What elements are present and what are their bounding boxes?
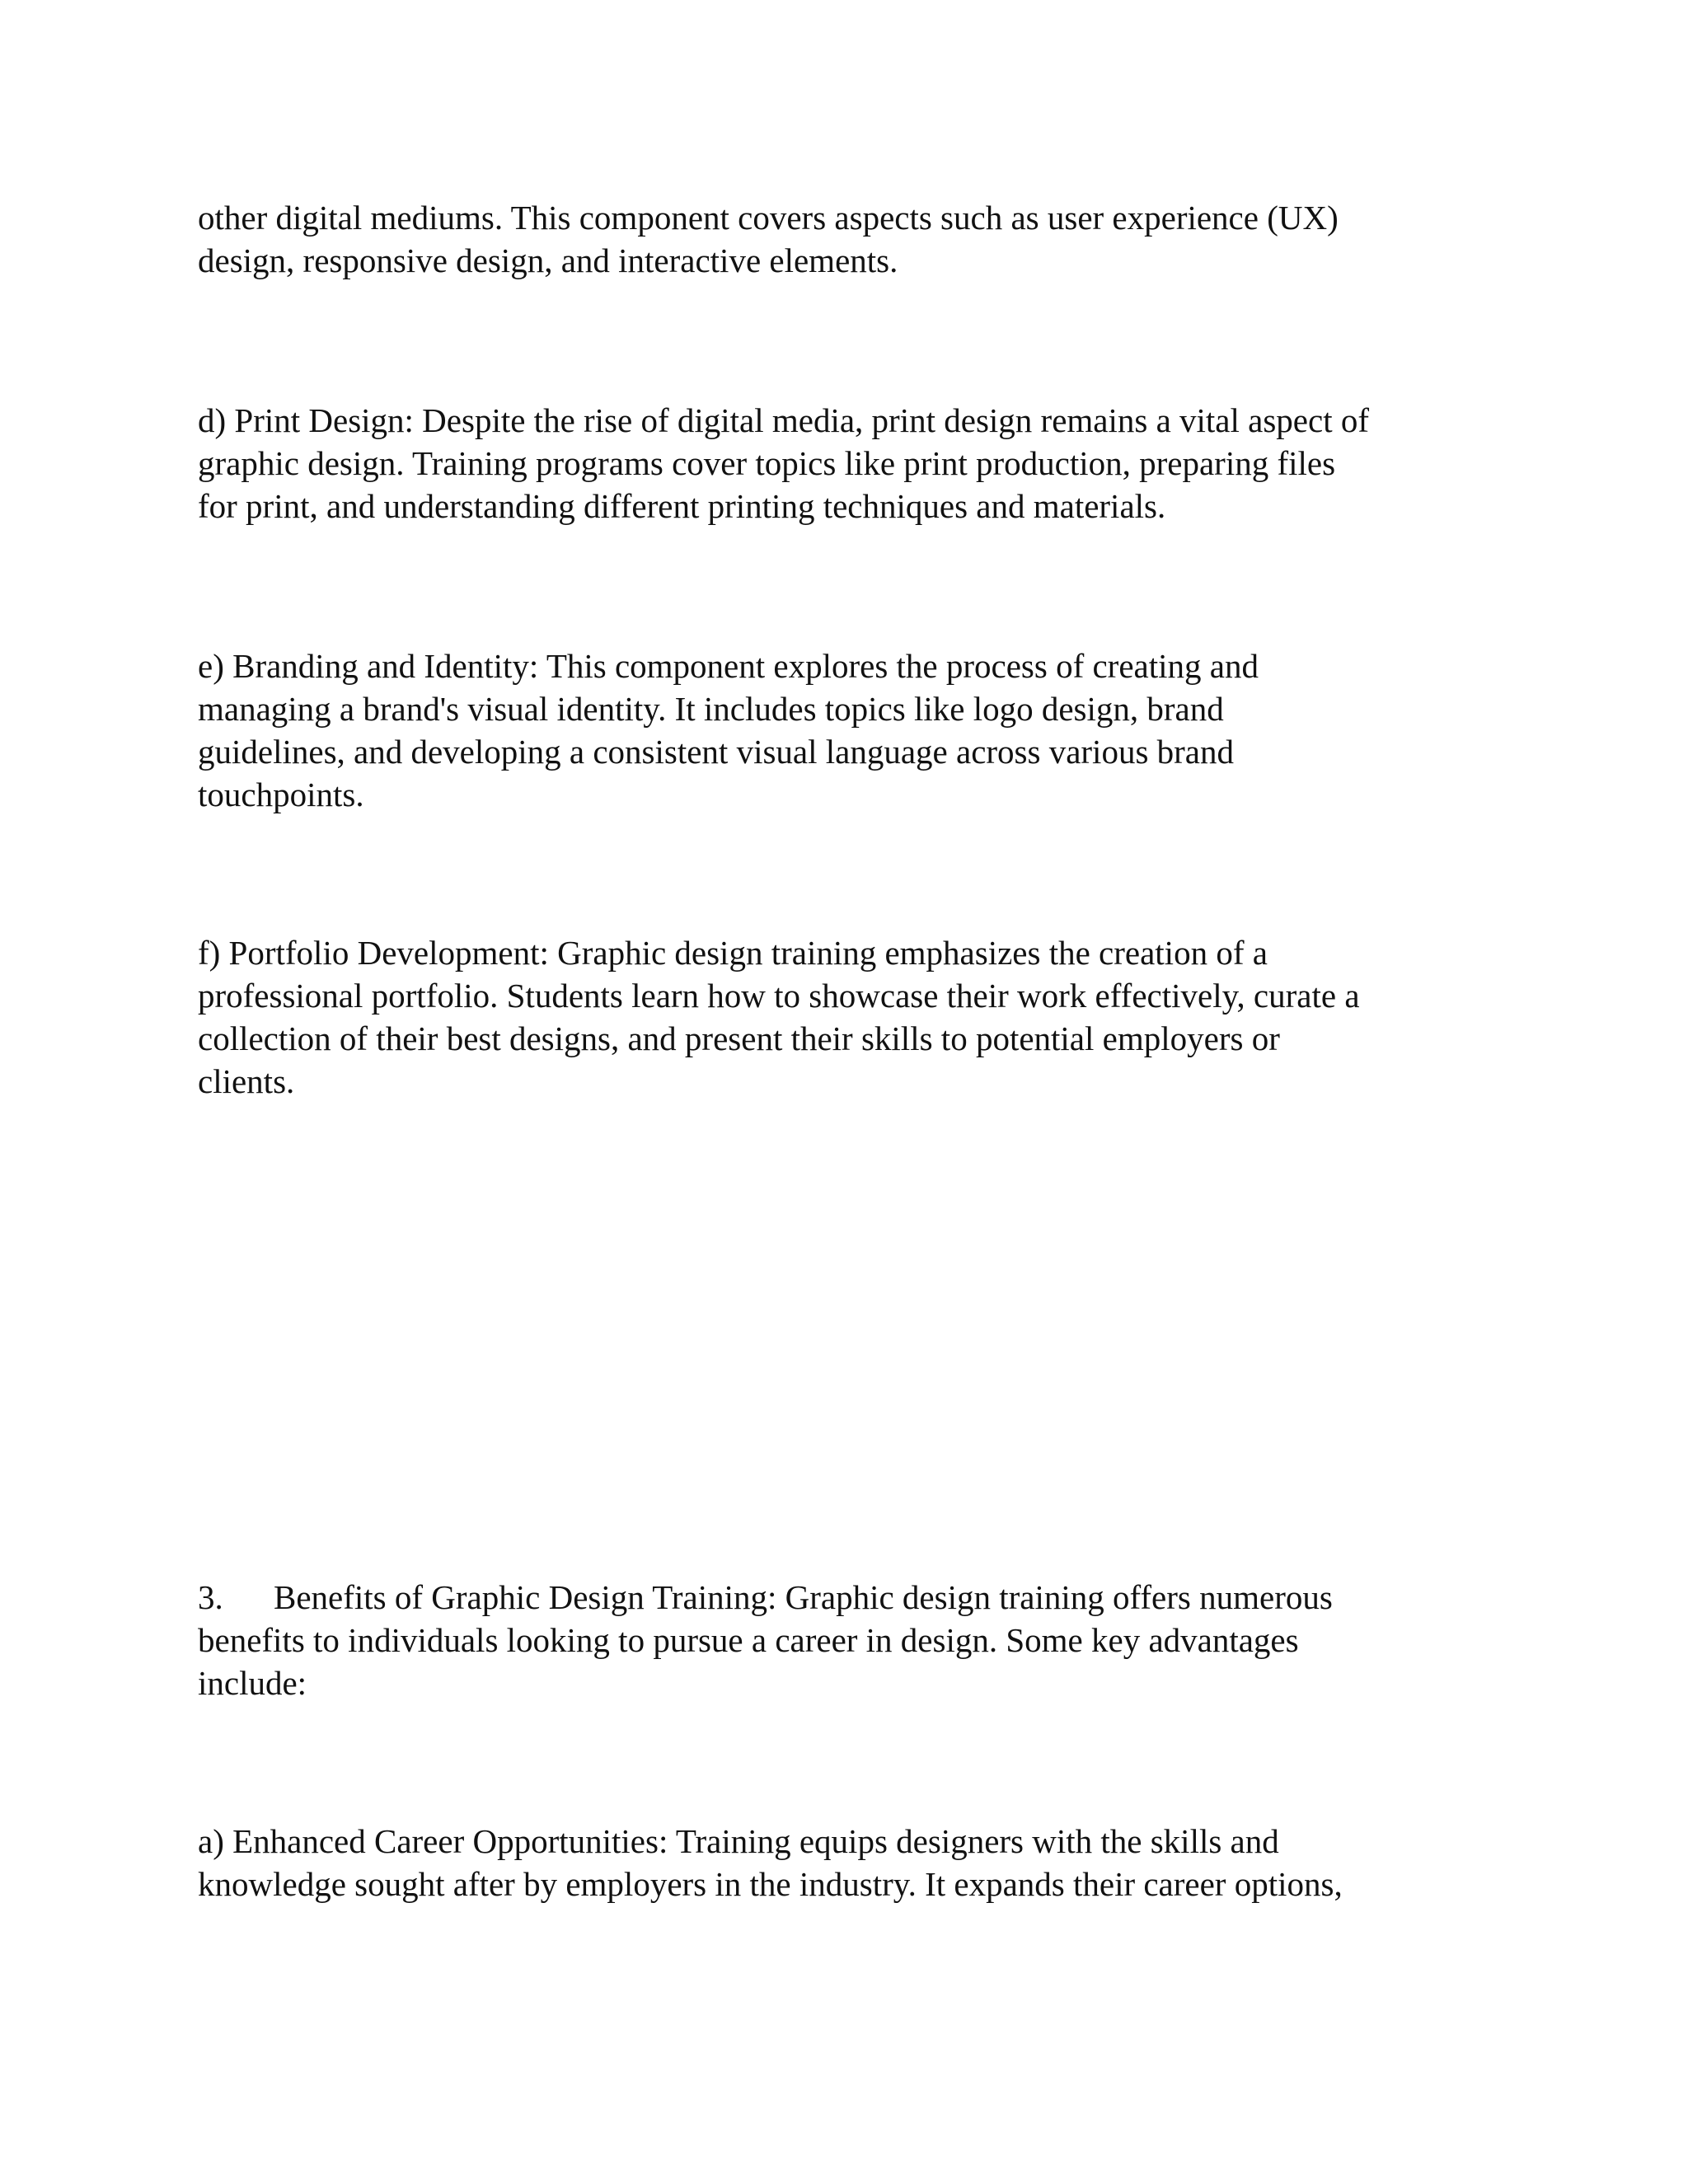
- section-number: 3.: [198, 1578, 223, 1616]
- section-3-text: Benefits of Graphic Design Training: Graphic design training offers numerous benefits to individuals looking to pursue a career in design. Some key advantages include:: [198, 1578, 1333, 1702]
- paragraph-portfolio-development: f) Portfolio Development: Graphic design training emphasizes the creation of a professional portfolio. Students learn how to showcase their work effectively, curate a collection of their best designs, and present their skills to potential employers or clients.: [198, 934, 1360, 1100]
- paragraph-print-design: d) Print Design: Despite the rise of digital media, print design remains a vital aspect of graphic design. Training programs cover topics like print production, preparing files for print, and understanding different printing techniques and materials.: [198, 401, 1369, 525]
- paragraph-branding-identity: e) Branding and Identity: This component explores the process of creating and managing a brand's visual identity. It includes topics like logo design, brand guidelines, and developing a consistent visual language across various brand touchpoints.: [198, 647, 1259, 813]
- paragraph-digital-continued: other digital mediums. This component covers aspects such as user experience (UX) design, responsive design, and interactive elements.: [198, 199, 1339, 279]
- section-3-heading-paragraph: [198, 1576, 1517, 1704]
- paragraph-enhanced-career: a) Enhanced Career Opportunities: Training equips designers with the skills and knowledge sought after by employers in the industry. It expands their career options,: [198, 1822, 1343, 1903]
